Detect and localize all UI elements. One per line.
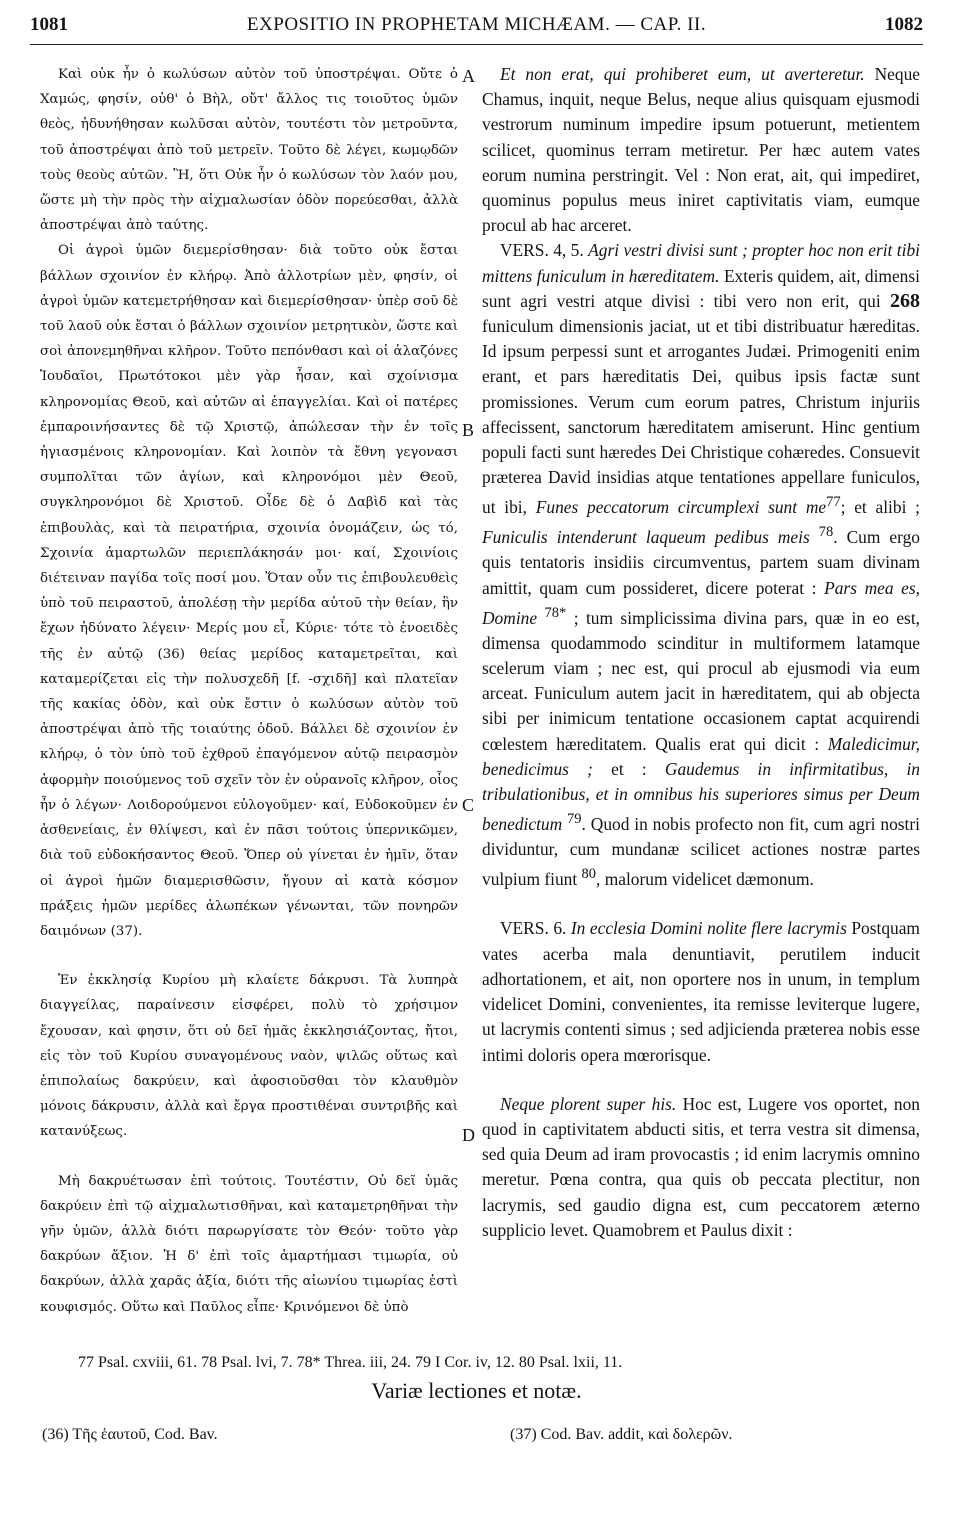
running-title: EXPOSITIO IN PROPHETAM MICHÆAM. — CAP. II. (246, 14, 707, 35)
margin-letter-b: B (462, 420, 475, 440)
commentary-text: ; tum simplicissima divina pars, quæ in eo est, dimensa quodammodo scinditur in multiformem latamque scelerum viam ; nec est, qui procul ab ejusmodi via eum arceat. Funiculum autem jacit in hæreditatem, qui ab objecta sibi per inimicum tentatione occasionem captat acquirendi cœlestem hæreditatem. Qualis erat qui dicit : (482, 607, 921, 754)
lemma: Et non erat, qui prohiberet eum, ut averteretur. (500, 64, 865, 84)
scripture-quote: Funes peccatorum circumplexi sunt me (535, 497, 827, 518)
commentary-text: Neque Chamus, inquit, neque Belus, neque alius quisquam ejusmodi vestrorum numinum impedire ipsum potuerunt, metientem scilicet, quominus terram metiretur. Per hæc autem vates eorum numina perstringit. Vel : Non erat, ait, qui impediret, quominus populus meus iniret captivitatis viam, eumque procul ab hac arceret. (482, 64, 920, 236)
footnote-ref: 77 (826, 494, 841, 511)
greek-paragraph: Ἐν ἐκκλησίᾳ Κυρίου μὴ κλαίετε δάκρυσι. Τὰ λυπηρὰ διαγγείλας, παραίνεσιν εἰσφέρει, πολὺ τὸ χρήσιμον ἔχουσαν, καὶ φησιν, ὅτι οὐ δεῖ ἡμᾶς ἐκκλησιάζοντας, ἤτοι, εἰς τὸν τοῦ Κυρίου συναγομένους ναὸν, ψιλῶς οὕτως καὶ ἐπιπολαίως δακρύειν, καὶ ἀφοσιοῦσθαι τὸν κλαυθμὸν μόνοις δάκρυσιν, ἀλλὰ καὶ ἔργα προστιθέναι συντριβῆς καὶ κατανύξεως. (40, 973, 458, 1140)
lemma: Agri vestri divisi sunt ; propter hoc non erit tibi mittens funiculum in hæreditatem. (482, 240, 920, 286)
verse-ref: VERS. 6. (500, 918, 567, 939)
commentary-text: . Cum ergo quis tentatoris insidiis circumventus, partem suam divinam amittit, quam cum possideret, dicere poterat : (482, 527, 920, 598)
commentary-text: ; et alibi ; (840, 497, 920, 518)
page-number-right: 1082 (885, 14, 923, 35)
commentary-text: Hoc est, Lugere vos oportet, non quod in captivitatem abducti sitis, et terra vestra sit dimensa, sed quia Deum ad iram provocastis ; id enim lacrymis omnino meretur. Pœna contra, qua quis ob peccata plectitur, non lacrymis, sed gaudio digna est, cum peccatorem æterno supplicio levet. Quamobrem et Paulus dixit : (482, 1093, 920, 1240)
footnotes: 77 Psal. cxviii, 61. 78 Psal. lvi, 7. 78* Threa. iii, 24. 79 I Cor. iv, 12. 80 Psal. lxii, 11. (78, 1354, 623, 1371)
notes-heading: Variæ lectiones et notæ. (371, 1378, 582, 1403)
column-marker: 268 (889, 289, 920, 312)
variant-note-36: (36) Τῆς ἑαυτοῦ, Cod. Bav. (42, 1426, 218, 1443)
verse-ref: VERS. 4, 5. (500, 240, 584, 261)
latin-column (482, 62, 920, 1243)
greek-column (40, 62, 458, 1320)
latin-paragraph (482, 238, 920, 892)
commentary-text: Exteris quidem, ait, dimensi sunt agri vestri atque divisi : tibi vero non erit, qui (482, 265, 920, 311)
latin-paragraph (482, 1092, 920, 1243)
footnote-ref: 80 (581, 866, 597, 883)
greek-paragraph: Καὶ οὐκ ἦν ὁ κωλύσων αὐτὸν τοῦ ὑποστρέψαι. Οὔτε ὁ Χαμώς, φησίν, οὐθ' ὁ Βὴλ, οὔτ' ἄλλος τις τοιοῦτος ὑμῶν θεὸς, ἠδυνήθησαν κωλῦσαι αὐτὸν, τουτέστι τὸν μετροῦντα, τοῦ ἀποστρέψαι ἀπὸ τοῦ μετρεῖν. Τοῦτο δὲ λέγει, κωμῳδῶν τοὺς θεοὺς αὐτῶν. Ἢ, ὅτι Οὐκ ἦν ὁ κωλύσων τὸν λαόν μου, ὥστε μὴ τὴν πρὸς τὴν αἰχμαλωσίαν ὁδὸν πορεύεσθαι, ἀλλὰ ἀποστρέψαι ἀπὸ ταύτης. (40, 67, 458, 234)
commentary-text: et : (611, 758, 647, 779)
page-number-left: 1081 (30, 14, 68, 35)
footnote-ref: 78* (544, 604, 567, 621)
header-rule (30, 44, 923, 45)
scripture-quote: Gaudemus in infirmitatibus, in tribulationibus, et in omnibus his superiores simus per Deum benedictum (482, 758, 920, 835)
scripture-quote: Maledicimur, benedicimus ; (482, 733, 920, 779)
commentary-text: Postquam vates acerba mala denuntiavit, perutilem inducit adhortationem, et ait, non oportere nos in unum, in templum videlicet Domini, convenientes, ita remisse leviterque lugere, ut lacrymis contenti simus ; sed adjicienda præterea nobis esse intimi doloris opera mœrorisque. (482, 918, 920, 1065)
margin-letter-c: C (462, 795, 475, 815)
lemma: In ecclesia Domini nolite flere lacrymis (570, 918, 847, 939)
commentary-text: , malorum videlicet dæmonum. (596, 869, 814, 890)
greek-paragraph: Μὴ δακρυέτωσαν ἐπὶ τούτοις. Τουτέστιν, Οὐ δεῖ ὑμᾶς δακρύειν ἐπὶ τῷ αἰχμαλωτισθῆναι, καὶ καταμετρηθῆναι τὴν γῆν ὑμῶν, ἀλλὰ διότι παρωργίσατε τὸν Θεόν· τοῦτο γὰρ δακρύων ἄξιον. Ἡ δ' ἐπὶ τοῖς ἁμαρτήμασι τιμωρία, οὐ δακρύων, ἀλλὰ χαρᾶς ἀξία, διότι τῆς αἰωνίου τιμωρίας ἐστὶ κουφισμός. Οὕτω καὶ Παῦλος εἶπε· Κρινόμενοι δὲ ὑπὸ (40, 1173, 458, 1315)
footnote-ref: 78 (818, 524, 834, 541)
commentary-text: . Quod in nobis profecto non fit, cum agri nostri dividuntur, cum mundanæ scilicet actiones nostræ partes vulpium fiunt (482, 814, 920, 890)
margin-letter-a: A (462, 66, 475, 86)
latin-paragraph (482, 62, 920, 238)
latin-paragraph (482, 916, 920, 1067)
margin-letter-d: D (462, 1125, 475, 1145)
footnote-ref: 79 (567, 811, 582, 828)
variant-note-37: (37) Cod. Bav. addit, καὶ δολερῶν. (510, 1426, 733, 1443)
page-header (30, 12, 923, 42)
lemma: Neque plorent super his. (500, 1093, 677, 1114)
commentary-text: funiculum dimensionis jaciat, ut et tibi distribuatur hæreditas. Id ipsum perpessi sunt et arrogantes Judæi. Primogeniti enim erant, et pars hæreditatis Dei, quibus ipsis factæ sunt promissiones. Verum cum eorum patres, Christum injuriis affecissent, sanctorum hæreditatem amiserunt. Hinc gentium populi facti sunt hæredes Dei Christique cohæredes. Consuevit præterea David insidias atque tentationes appellare funiculos, ut ibi, (482, 316, 920, 518)
scripture-quote: Funiculis intenderunt laqueum pedibus meis (482, 527, 810, 548)
scripture-quote: Pars mea es, Domine (482, 577, 921, 628)
greek-paragraph: Οἱ ἀγροὶ ὑμῶν διεμερίσθησαν· διὰ τοῦτο οὐκ ἔσται βάλλων σχοινίον ἐν κλήρῳ. Ἀπὸ ἀλλοτρίων μὲν, φησίν, οἱ ἀγροὶ ὑμῶν κατεμετρήθησαν καὶ διεμερίσθησαν· ὑπὲρ σοῦ δὲ τοῦ λαοῦ οὐκ ἔσται ὁ βάλλων σχοινίον μετρητικὸν, ὥστε καὶ σοὶ ἀπονεμηθῆναι κλῆρον. Τοῦτο πεπόνθασι καὶ οἱ ἀλαζόνες Ἰουδαῖοι, Πρωτότοκοι μὲν γὰρ ἦσαν, καὶ σχοίνισμα κληρονομίας Θεοῦ, καὶ αὐτῶν αἱ ἐπαγγελίαι. Καὶ οἱ πατέρες ἐμπαροινήσαντες δὲ τῷ Χριστῷ, ἀπώλεσαν τὴν ἐν τοῖς ἡγιασμένοις κληρονομίαν. Καὶ λοιπὸν τὰ ἔθνη γεγονασι συμπολῖται τῶν ἁγίων, καὶ κληρονόμοι μὲν Θεοῦ, συγκληρονόμοι δὲ Χριστοῦ. Οἶδε δὲ ὁ Δαβὶδ καὶ τὰς ἐπιβουλὰς, καὶ τὰ πειρατήρια, σχοινία ὀνομάζειν, ὡς τό, Σχοινία ἁμαρτωλῶν περιεπλάκησάν μοι· καί, Σχοινίοις διέτειναν παγίδα τοῖς ποσί μου. Ὅταν οὖν τις ἐπιβουλευθεὶς ὑπὸ τοῦ πειραστοῦ, ἀπολέσῃ τὴν μερίδα αὐτοῦ τὴν θείαν, ἣν ἔχων ἠδύνατο λέγειν· Μερίς μου εἶ, Κύριε· τότε τὸ ἐνοειδὲς τῆς ἐν αὐτῷ (36) θείας μερίδος καταμετρεῖται, καὶ καταμερίζεται εἰς τὴν πολυσχεδῆ [f. -σχιδῆ] καὶ πλατεῖαν τῆς κακίας ὁδὸν, καὶ οὐκ ἔστιν ὁ κωλύσων αὐτὸν τοῦ ἀποστρέψαι ἀπὸ τῆς τοιαύτης ὁδοῦ. Βάλλει δὲ σχοινίον ἐν κλήρῳ, ὁ τὸν ὑπὸ τοῦ ἐχθροῦ ἐπαγόμενον αὐτῷ πειρασμὸν ἀφορμὴν ποιούμενος τοῦ σχεῖν τὸν ἐν οὐρανοῖς κλῆρον, οἷος ἦν ὁ λέγων· Λοιδορούμενοι εὐλογοῦμεν· καί, Εὐδοκοῦμεν ἐν ἀσθενείαις, ἐν θλίψεσι, καὶ ἐν πᾶσι τούτοις ὑπερνικῶμεν, διὰ τοῦ εὐδοκήσαντος Θεοῦ. Ὅπερ οὐ γίνεται ἐν ἡμῖν, ὅταν οἱ ἀγροὶ ἡμῶν διαμερισθῶσιν, ἤγουν αἱ κατὰ κόσμον πράξεις ἡμῶν μερίδες ἀλωπέκων γένωνται, τῶν πονηρῶν δαιμόνων (37). (40, 243, 458, 939)
